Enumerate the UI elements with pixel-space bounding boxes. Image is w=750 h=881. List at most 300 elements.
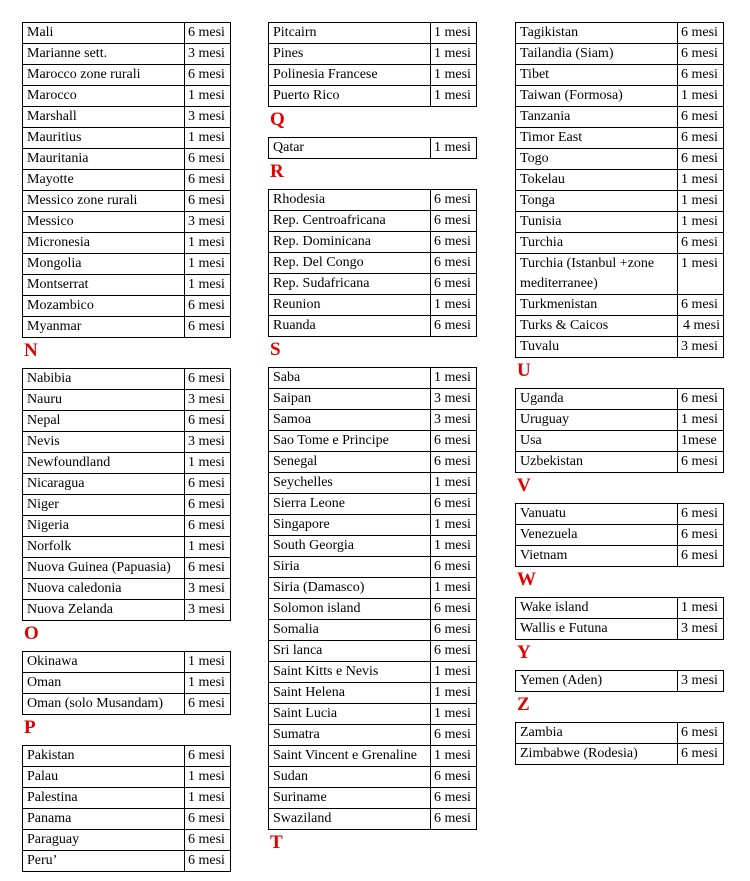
- duration-cell: 1 mesi: [185, 233, 231, 254]
- table-row: [516, 744, 724, 765]
- duration-cell: 6 mesi: [185, 809, 231, 830]
- duration-cell: 1 mesi: [185, 128, 231, 149]
- duration-cell: 1 mesi: [431, 683, 477, 704]
- country-name: Marianne sett.: [23, 44, 185, 65]
- section-letter: O: [24, 623, 39, 644]
- country-name: Samoa: [269, 410, 431, 431]
- duration-cell: 6 mesi: [185, 558, 231, 579]
- country-name: Messico: [23, 212, 185, 233]
- table-row: [269, 410, 477, 431]
- country-name: Taiwan (Formosa): [516, 86, 678, 107]
- country-name: Mali: [23, 23, 185, 44]
- duration-cell: 6 mesi: [678, 504, 724, 525]
- duration-cell: 6 mesi: [185, 495, 231, 516]
- country-name: Pakistan: [23, 746, 185, 767]
- duration-cell: 1 mesi: [431, 704, 477, 725]
- country-name: Saint Kitts e Nevis: [269, 662, 431, 683]
- table-row: [23, 411, 231, 432]
- table-row: [516, 598, 724, 619]
- country-name: Rep. Sudafricana: [269, 274, 431, 295]
- duration-cell: 6 mesi: [678, 525, 724, 546]
- section-letter: V: [517, 475, 531, 496]
- country-name: Niger: [23, 495, 185, 516]
- table-row: [23, 65, 231, 86]
- country-table: [268, 137, 477, 159]
- country-name: Turchia: [516, 233, 678, 254]
- table-row: [269, 557, 477, 578]
- country-name: Usa: [516, 431, 678, 452]
- country-name: Nuova Guinea (Papuasia): [23, 558, 185, 579]
- country-name: Zimbabwe (Rodesia): [516, 744, 678, 765]
- duration-cell: 1 mesi: [431, 368, 477, 389]
- section-letter: Y: [517, 642, 531, 663]
- duration-cell: 6 mesi: [431, 725, 477, 746]
- table-row: [516, 128, 724, 149]
- table-row: [269, 473, 477, 494]
- table-row: [269, 578, 477, 599]
- table-row: [516, 233, 724, 254]
- duration-cell: 6 mesi: [678, 546, 724, 567]
- section-letter: Q: [270, 109, 285, 130]
- table-row: [269, 65, 477, 86]
- country-name: Rep. Del Congo: [269, 253, 431, 274]
- table-row: [516, 619, 724, 640]
- country-name: Qatar: [269, 138, 431, 159]
- duration-cell: 6 mesi: [185, 170, 231, 191]
- duration-cell: 1 mesi: [185, 86, 231, 107]
- duration-cell: 3 mesi: [431, 389, 477, 410]
- country-name: Vietnam: [516, 546, 678, 567]
- table-row: [269, 746, 477, 767]
- duration-cell: 6 mesi: [185, 317, 231, 338]
- country-name: Sri lanca: [269, 641, 431, 662]
- table-row: [269, 190, 477, 211]
- table-row: [23, 851, 231, 872]
- country-name: Palau: [23, 767, 185, 788]
- table-row: [516, 191, 724, 212]
- section-letter: S: [270, 339, 281, 360]
- duration-cell: 6 mesi: [678, 389, 724, 410]
- country-name: Saipan: [269, 389, 431, 410]
- duration-cell: 3 mesi: [678, 671, 724, 692]
- country-name: Ruanda: [269, 316, 431, 337]
- country-table: [22, 651, 231, 715]
- country-name: Messico zone rurali: [23, 191, 185, 212]
- duration-cell: 1 mesi: [431, 662, 477, 683]
- table-row: [23, 149, 231, 170]
- country-name: Nauru: [23, 390, 185, 411]
- duration-cell: 6 mesi: [185, 411, 231, 432]
- country-name: Peru’: [23, 851, 185, 872]
- table-row: [269, 725, 477, 746]
- duration-cell: 1 mesi: [678, 598, 724, 619]
- table-row: [269, 767, 477, 788]
- country-name: Solomon island: [269, 599, 431, 620]
- section-letter: W: [517, 569, 536, 590]
- table-row: [516, 65, 724, 86]
- duration-cell: 3 mesi: [431, 410, 477, 431]
- table-row: [269, 431, 477, 452]
- duration-cell: 1 mesi: [678, 410, 724, 431]
- duration-cell: 3 mesi: [185, 390, 231, 411]
- table-row: [269, 86, 477, 107]
- table-row: [269, 494, 477, 515]
- country-name: Mauritania: [23, 149, 185, 170]
- section-letter: P: [24, 717, 36, 738]
- country-name: Micronesia: [23, 233, 185, 254]
- table-row: [23, 23, 231, 44]
- table-row: [269, 44, 477, 65]
- duration-cell: 1 mesi: [185, 537, 231, 558]
- duration-cell: 6 mesi: [431, 190, 477, 211]
- duration-cell: 6 mesi: [678, 44, 724, 65]
- duration-cell: 6 mesi: [185, 23, 231, 44]
- table-row: [269, 23, 477, 44]
- duration-cell: 1 mesi: [431, 578, 477, 599]
- duration-cell: 3 mesi: [185, 44, 231, 65]
- duration-cell: 3 mesi: [185, 600, 231, 621]
- duration-cell: 6 mesi: [431, 211, 477, 232]
- duration-cell: 1 mesi: [431, 295, 477, 316]
- country-name: Tokelau: [516, 170, 678, 191]
- table-row: [23, 652, 231, 673]
- country-name: Uruguay: [516, 410, 678, 431]
- country-name: Tonga: [516, 191, 678, 212]
- table-row: [23, 107, 231, 128]
- duration-cell: 1 mesi: [185, 767, 231, 788]
- table-row: [23, 212, 231, 233]
- country-name: Uganda: [516, 389, 678, 410]
- duration-cell: 3 mesi: [185, 579, 231, 600]
- table-row: [269, 809, 477, 830]
- duration-cell: 4 mesi: [678, 316, 724, 337]
- duration-cell: 1 mesi: [185, 673, 231, 694]
- duration-cell: 6 mesi: [431, 274, 477, 295]
- duration-cell: 6 mesi: [678, 107, 724, 128]
- table-row: [23, 170, 231, 191]
- country-name: Senegal: [269, 452, 431, 473]
- duration-cell: 6 mesi: [185, 694, 231, 715]
- table-row: [516, 671, 724, 692]
- country-name: Polinesia Francese: [269, 65, 431, 86]
- country-name: Sudan: [269, 767, 431, 788]
- duration-cell: 6 mesi: [431, 599, 477, 620]
- country-name: Mauritius: [23, 128, 185, 149]
- duration-cell: 6 mesi: [678, 128, 724, 149]
- table-row: [269, 389, 477, 410]
- table-row: [516, 525, 724, 546]
- table-row: [23, 296, 231, 317]
- country-name: Marocco: [23, 86, 185, 107]
- duration-cell: 1 mesi: [431, 536, 477, 557]
- country-name: Siria: [269, 557, 431, 578]
- table-row: [23, 390, 231, 411]
- country-name: Newfoundland: [23, 453, 185, 474]
- table-row: [23, 86, 231, 107]
- table-row: [516, 86, 724, 107]
- duration-cell: 6 mesi: [678, 233, 724, 254]
- table-row: [269, 536, 477, 557]
- country-name: Reunion: [269, 295, 431, 316]
- country-name: Rep. Centroafricana: [269, 211, 431, 232]
- table-row: [516, 254, 724, 295]
- duration-cell: 1 mesi: [431, 86, 477, 107]
- country-name: Panama: [23, 809, 185, 830]
- duration-cell: 6 mesi: [431, 767, 477, 788]
- country-name: Tanzania: [516, 107, 678, 128]
- table-row: [516, 44, 724, 65]
- country-name: Vanuatu: [516, 504, 678, 525]
- table-row: [269, 452, 477, 473]
- table-row: [516, 170, 724, 191]
- country-name: Timor East: [516, 128, 678, 149]
- table-row: [269, 232, 477, 253]
- table-row: [23, 191, 231, 212]
- country-table: [268, 189, 477, 337]
- duration-cell: 6 mesi: [431, 253, 477, 274]
- duration-cell: 1 mesi: [185, 652, 231, 673]
- country-name: Mongolia: [23, 254, 185, 275]
- table-row: [269, 788, 477, 809]
- table-row: [269, 138, 477, 159]
- country-table: [515, 722, 724, 765]
- duration-cell: 6 mesi: [185, 516, 231, 537]
- duration-cell: 1 mesi: [678, 86, 724, 107]
- table-row: [269, 620, 477, 641]
- duration-cell: 6 mesi: [678, 452, 724, 473]
- country-name: Yemen (Aden): [516, 671, 678, 692]
- country-name: Wake island: [516, 598, 678, 619]
- country-name: Nuova caledonia: [23, 579, 185, 600]
- table-row: [23, 369, 231, 390]
- duration-cell: 6 mesi: [678, 65, 724, 86]
- table-row: [23, 233, 231, 254]
- country-name: Somalia: [269, 620, 431, 641]
- table-row: [23, 788, 231, 809]
- duration-cell: 1 mesi: [678, 212, 724, 233]
- country-name: Sierra Leone: [269, 494, 431, 515]
- country-name: Norfolk: [23, 537, 185, 558]
- country-name: Uzbekistan: [516, 452, 678, 473]
- country-name: Paraguay: [23, 830, 185, 851]
- country-name: Nigeria: [23, 516, 185, 537]
- duration-cell: 6 mesi: [185, 746, 231, 767]
- table-row: [516, 431, 724, 452]
- table-row: [23, 474, 231, 495]
- duration-cell: 1 mesi: [431, 65, 477, 86]
- country-name: Saint Lucia: [269, 704, 431, 725]
- country-table: [515, 503, 724, 567]
- table-row: [23, 432, 231, 453]
- duration-cell: 1 mesi: [185, 788, 231, 809]
- country-name: South Georgia: [269, 536, 431, 557]
- country-name: Rep. Dominicana: [269, 232, 431, 253]
- table-row: [23, 673, 231, 694]
- table-row: [23, 275, 231, 296]
- country-name: Nuova Zelanda: [23, 600, 185, 621]
- table-row: [23, 830, 231, 851]
- table-row: [23, 254, 231, 275]
- duration-cell: 6 mesi: [431, 620, 477, 641]
- table-row: [23, 495, 231, 516]
- country-table: [22, 745, 231, 872]
- table-row: [23, 579, 231, 600]
- country-name: Swaziland: [269, 809, 431, 830]
- country-name: Nicaragua: [23, 474, 185, 495]
- table-row: [269, 704, 477, 725]
- table-row: [516, 546, 724, 567]
- country-table: [515, 388, 724, 473]
- table-row: [23, 809, 231, 830]
- section-letter: Z: [517, 694, 530, 715]
- duration-cell: 1 mesi: [431, 746, 477, 767]
- table-row: [23, 537, 231, 558]
- country-name: Myanmar: [23, 317, 185, 338]
- table-row: [23, 317, 231, 338]
- country-name: Venezuela: [516, 525, 678, 546]
- country-name: Singapore: [269, 515, 431, 536]
- column-2: [268, 22, 477, 860]
- duration-cell: 6 mesi: [678, 295, 724, 316]
- duration-cell: 1 mesi: [431, 473, 477, 494]
- country-name: Nepal: [23, 411, 185, 432]
- country-name: Tagikistan: [516, 23, 678, 44]
- duration-cell: 6 mesi: [431, 641, 477, 662]
- table-row: [516, 337, 724, 358]
- section-letter: T: [270, 832, 283, 853]
- country-name: Pitcairn: [269, 23, 431, 44]
- duration-cell: 3 mesi: [185, 432, 231, 453]
- table-row: [269, 662, 477, 683]
- country-name: Seychelles: [269, 473, 431, 494]
- table-row: [269, 641, 477, 662]
- country-table: [268, 22, 477, 107]
- duration-cell: 1 mesi: [678, 254, 724, 295]
- duration-cell: 1 mesi: [431, 138, 477, 159]
- country-name: Saint Vincent e Grenaline: [269, 746, 431, 767]
- table-row: [269, 211, 477, 232]
- duration-cell: 6 mesi: [678, 744, 724, 765]
- country-name: Tunisia: [516, 212, 678, 233]
- duration-cell: 6 mesi: [431, 788, 477, 809]
- country-table: [515, 670, 724, 692]
- country-table: [22, 22, 231, 338]
- duration-cell: 6 mesi: [185, 474, 231, 495]
- duration-cell: 6 mesi: [678, 149, 724, 170]
- table-row: [23, 44, 231, 65]
- country-name: Mozambico: [23, 296, 185, 317]
- table-row: [269, 253, 477, 274]
- country-name: Saint Helena: [269, 683, 431, 704]
- duration-cell: 3 mesi: [185, 107, 231, 128]
- duration-cell: 6 mesi: [185, 296, 231, 317]
- duration-cell: 6 mesi: [185, 65, 231, 86]
- table-row: [516, 149, 724, 170]
- section-letter: R: [270, 161, 284, 182]
- country-name: Zambia: [516, 723, 678, 744]
- duration-cell: 1 mesi: [431, 44, 477, 65]
- table-row: [23, 746, 231, 767]
- duration-cell: 1 mesi: [431, 23, 477, 44]
- duration-cell: 3 mesi: [185, 212, 231, 233]
- country-name: Palestina: [23, 788, 185, 809]
- duration-cell: 6 mesi: [431, 232, 477, 253]
- duration-cell: 6 mesi: [185, 191, 231, 212]
- section-letter: U: [517, 360, 531, 381]
- country-name: Turkmenistan: [516, 295, 678, 316]
- duration-cell: 1 mesi: [185, 453, 231, 474]
- country-name: Wallis e Futuna: [516, 619, 678, 640]
- country-name: Marshall: [23, 107, 185, 128]
- table-row: [23, 558, 231, 579]
- table-row: [516, 504, 724, 525]
- country-name: Nevis: [23, 432, 185, 453]
- duration-cell: 1 mesi: [678, 170, 724, 191]
- country-name: Sumatra: [269, 725, 431, 746]
- table-row: [516, 212, 724, 233]
- country-name: Tibet: [516, 65, 678, 86]
- table-row: [269, 295, 477, 316]
- table-row: [516, 452, 724, 473]
- table-row: [516, 23, 724, 44]
- table-row: [23, 453, 231, 474]
- country-name: Tuvalu: [516, 337, 678, 358]
- country-name: Tailandia (Siam): [516, 44, 678, 65]
- country-name: Turchia (Istanbul +zone mediterranee): [516, 254, 678, 295]
- duration-cell: 1mese: [678, 431, 724, 452]
- country-table: [268, 367, 477, 830]
- duration-cell: 6 mesi: [431, 431, 477, 452]
- duration-cell: 6 mesi: [185, 149, 231, 170]
- table-row: [23, 516, 231, 537]
- country-name: Saba: [269, 368, 431, 389]
- country-name: Siria (Damasco): [269, 578, 431, 599]
- table-row: [269, 274, 477, 295]
- table-row: [516, 389, 724, 410]
- table-row: [516, 410, 724, 431]
- country-name: Mayotte: [23, 170, 185, 191]
- section-letter: N: [24, 340, 38, 361]
- country-name: Nabibia: [23, 369, 185, 390]
- country-name: Sao Tome e Principe: [269, 431, 431, 452]
- table-row: [516, 295, 724, 316]
- duration-cell: 1 mesi: [431, 515, 477, 536]
- duration-cell: 6 mesi: [431, 557, 477, 578]
- country-name: Suriname: [269, 788, 431, 809]
- country-name: Togo: [516, 149, 678, 170]
- duration-cell: 1 mesi: [185, 275, 231, 296]
- table-row: [269, 316, 477, 337]
- country-name: Marocco zone rurali: [23, 65, 185, 86]
- duration-cell: 6 mesi: [678, 723, 724, 744]
- duration-cell: 6 mesi: [678, 23, 724, 44]
- table-row: [23, 767, 231, 788]
- table-row: [516, 107, 724, 128]
- table-row: [269, 515, 477, 536]
- country-table: [22, 368, 231, 621]
- country-name: Okinawa: [23, 652, 185, 673]
- table-row: [269, 683, 477, 704]
- table-row: [23, 694, 231, 715]
- country-name: Oman (solo Musandam): [23, 694, 185, 715]
- duration-cell: 6 mesi: [185, 851, 231, 872]
- country-name: Montserrat: [23, 275, 185, 296]
- duration-cell: 6 mesi: [431, 809, 477, 830]
- country-name: Oman: [23, 673, 185, 694]
- column-1: [22, 22, 231, 872]
- table-row: [516, 723, 724, 744]
- duration-cell: 6 mesi: [185, 830, 231, 851]
